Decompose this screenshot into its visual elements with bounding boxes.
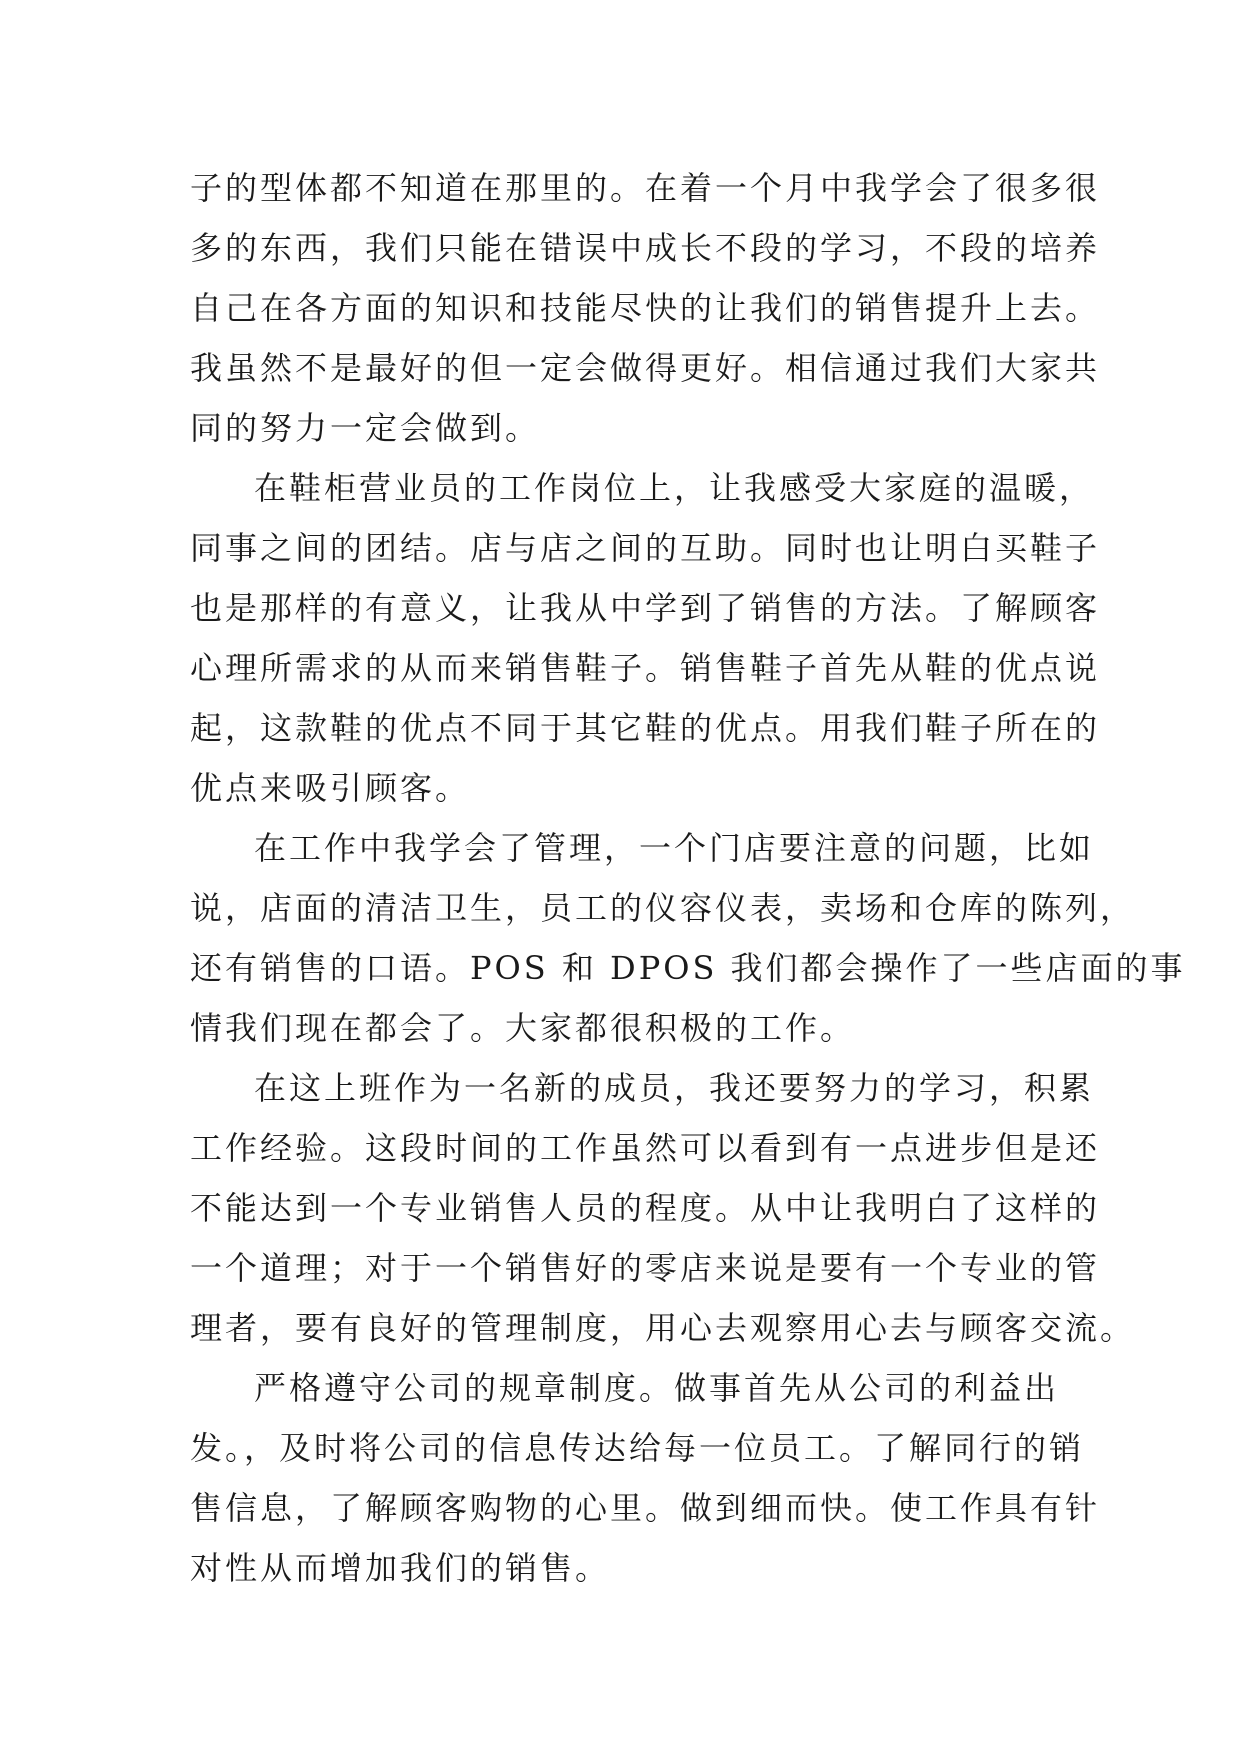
paragraph-1 [190,158,1101,458]
text-line: 情我们现在都会了。大家都很积极的工作。 [190,1009,856,1047]
text-line: 对性从而增加我们的销售。 [190,1549,611,1587]
text-line: 自己在各方面的知识和技能尽快的让我们的销售提升上去。 [190,289,1101,327]
text-line: 说，店面的清洁卫生，员工的仪容仪表，卖场和仓库的陈列， [190,889,1136,927]
text-line: 优点来吸引顾客。 [190,769,471,807]
paragraph-3 [190,818,1186,1058]
text-line: 同的努力一定会做到。 [190,409,541,447]
paragraph-5 [190,1358,1101,1598]
paragraph-2 [190,458,1101,818]
text-line: 发。，及时将公司的信息传达给每一位员工。了解同行的销 [190,1429,1085,1467]
paragraph-4 [190,1058,1136,1358]
text-line: 在鞋柜营业员的工作岗位上，让我感受大家庭的温暖， [254,469,1095,507]
text-line: 售信息，了解顾客购物的心里。做到细而快。使工作具有针 [190,1489,1101,1527]
text-line: 工作经验。这段时间的工作虽然可以看到有一点进步但是还 [190,1129,1101,1167]
text-line: 同事之间的团结。店与店之间的互助。同时也让明白买鞋子 [190,529,1101,567]
text-line: 一个道理；对于一个销售好的零店来说是要有一个专业的管 [190,1249,1101,1287]
text-line: 也是那样的有意义，让我从中学到了销售的方法。了解顾客 [190,589,1101,627]
text-line: 在这上班作为一名新的成员，我还要努力的学习，积累 [254,1069,1095,1107]
text-line: 多的东西，我们只能在错误中成长不段的学习，不段的培养 [190,229,1101,267]
document-body [190,158,1186,1598]
text-line: 我虽然不是最好的但一定会做得更好。相信通过我们大家共 [190,349,1101,387]
text-line: 起，这款鞋的优点不同于其它鞋的优点。用我们鞋子所在的 [190,709,1101,747]
text-line: 还有销售的口语。POS 和 DPOS 我们都会操作了一些店面的事 [190,949,1186,987]
text-line: 在工作中我学会了管理，一个门店要注意的问题，比如 [254,829,1095,867]
text-line: 心理所需求的从而来销售鞋子。销售鞋子首先从鞋的优点说 [190,649,1101,687]
text-line: 不能达到一个专业销售人员的程度。从中让我明白了这样的 [190,1189,1101,1227]
text-line: 严格遵守公司的规章制度。做事首先从公司的利益出 [254,1369,1060,1407]
text-line: 理者，要有良好的管理制度，用心去观察用心去与顾客交流。 [190,1309,1136,1347]
text-line: 子的型体都不知道在那里的。在着一个月中我学会了很多很 [190,169,1101,207]
